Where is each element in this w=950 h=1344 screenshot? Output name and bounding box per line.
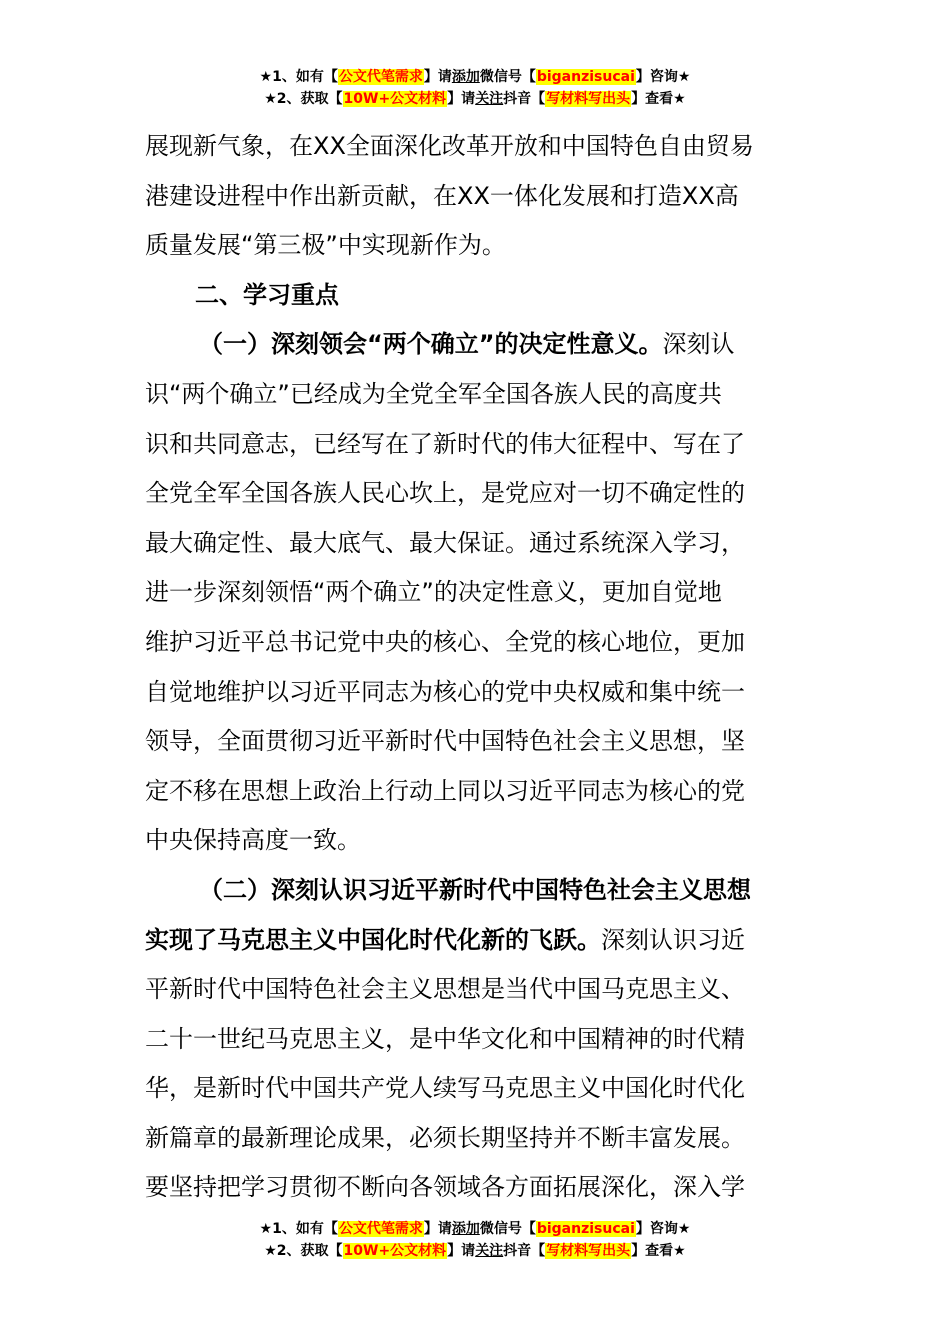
text-line (145, 320, 805, 370)
banner-line-2 (0, 88, 950, 110)
subsection-title-2: （二）深刻认识习近平新时代中国特色社会主义思想 (199, 875, 751, 904)
text-line: 二十一世纪马克思主义，是中华文化和中国精神的时代精 (145, 1024, 745, 1053)
text-line: 平新时代中国特色社会主义思想是当代中国马克思主义、 (145, 975, 745, 1004)
banner-text: 】咨询★ (635, 69, 691, 85)
banner-underline-follow: 关注 (475, 91, 504, 107)
banner-text: ★1、如有【 (259, 1221, 338, 1237)
banner-highlight-douyin: 写材料写出头 (546, 1243, 631, 1259)
banner-text: ★1、如有【 (259, 69, 338, 85)
paragraph-section-2 (145, 866, 805, 1213)
banner-underline-add: 添加 (451, 1221, 480, 1237)
text-line: 全党全军全国各族人民心坎上，是党应对一切不确定性的 (145, 479, 745, 508)
text-fragment: 深刻认识习近 (601, 925, 745, 954)
banner-line-1 (0, 1218, 950, 1240)
banner-text: 】请 (447, 91, 476, 107)
text-line: 识和共同意志，已经写在了新时代的伟大征程中、写在了 (145, 429, 745, 458)
text-line: 维护习近平总书记党中央的核心、全党的核心地位，更加 (145, 627, 745, 656)
footer-banner (0, 1218, 950, 1262)
banner-text: 】请 (447, 1243, 476, 1259)
banner-text: 】请 (423, 69, 452, 85)
text-line: 最大确定性、最大底气、最大保证。通过系统深入学习， (145, 528, 745, 557)
document-body (145, 122, 805, 1213)
paragraph-intro (145, 122, 805, 271)
banner-highlight-service: 公文代笔需求 (338, 1221, 423, 1237)
banner-text: 】查看★ (631, 1243, 686, 1259)
subsection-title-1: （一）深刻领会“两个确立”的决定性意义。 (199, 330, 663, 359)
text-line: 新篇章的最新理论成果，必须长期坚持并不断丰富发展。 (145, 1123, 745, 1152)
banner-text: ★2、获取【 (264, 91, 343, 107)
text-line: 质量发展“第三极”中实现新作为。 (145, 231, 506, 260)
text-line: 港建设进程中作出新贡献，在XX一体化发展和打造XX高 (145, 181, 739, 210)
banner-highlight-materials: 10W+公文材料 (343, 91, 447, 107)
banner-text: 】请 (423, 1221, 452, 1237)
header-banner (0, 66, 950, 110)
banner-text: 微信号【 (479, 1221, 536, 1237)
banner-text: 抖音【 (503, 91, 546, 107)
subsection-title-2-cont: 实现了马克思主义中国化时代化新的飞跃。 (145, 925, 601, 954)
banner-highlight-douyin: 写材料写出头 (546, 91, 631, 107)
banner-text: 】查看★ (631, 91, 686, 107)
banner-text: ★2、获取【 (264, 1243, 343, 1259)
banner-highlight-service: 公文代笔需求 (338, 69, 423, 85)
banner-highlight-wechat-id: biganzisucai (536, 69, 635, 85)
text-line: 定不移在思想上政治上行动上同以习近平同志为核心的党 (145, 776, 745, 805)
text-line: 领导，全面贯彻习近平新时代中国特色社会主义思想，坚 (145, 727, 745, 756)
banner-highlight-materials: 10W+公文材料 (343, 1243, 447, 1259)
text-line: 要坚持把学习贯彻不断向各领域各方面拓展深化，深入学 (145, 1173, 745, 1202)
banner-text: 微信号【 (479, 69, 536, 85)
text-line: 华，是新时代中国共产党人续写马克思主义中国化时代化 (145, 1074, 745, 1103)
text-line: 自觉地维护以习近平同志为核心的党中央权威和集中统一 (145, 677, 745, 706)
section-heading: 二、学习重点 (195, 280, 339, 309)
banner-underline-follow: 关注 (475, 1243, 504, 1259)
text-line: 进一步深刻领悟“两个确立”的决定性意义，更加自觉地 (145, 578, 722, 607)
banner-highlight-wechat-id: biganzisucai (536, 1221, 635, 1237)
text-line (145, 916, 805, 966)
text-fragment: 深刻认 (662, 330, 735, 359)
banner-line-2 (0, 1240, 950, 1262)
text-line: 中央保持高度一致。 (145, 826, 361, 855)
text-line: 识“两个确立”已经成为全党全军全国各族人民的高度共 (145, 379, 722, 408)
paragraph-section-1 (145, 320, 805, 866)
banner-line-1 (0, 66, 950, 88)
banner-text: 】咨询★ (635, 1221, 691, 1237)
banner-text: 抖音【 (503, 1243, 546, 1259)
banner-underline-add: 添加 (451, 69, 480, 85)
text-line: 展现新气象，在XX全面深化改革开放和中国特色自由贸易 (145, 132, 754, 160)
